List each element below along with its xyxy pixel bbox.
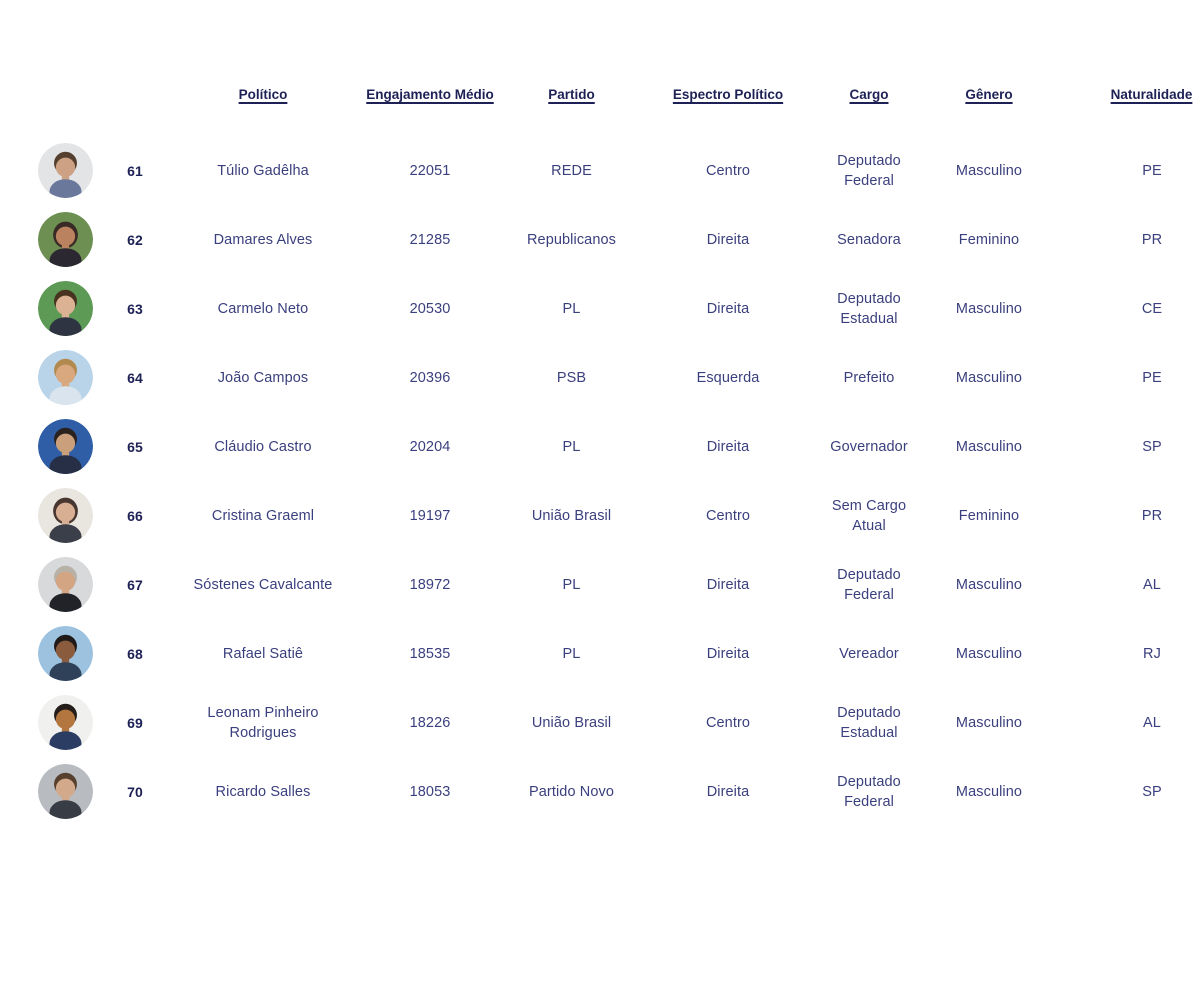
political-spectrum-cell: Direita [706, 231, 750, 248]
table-row [0, 274, 1200, 343]
politician-name-cell: Sóstenes Cavalcante [193, 576, 333, 593]
politician-avatar [38, 143, 93, 198]
party-cell: REDE [551, 162, 592, 179]
party-cell: PL [562, 300, 581, 317]
engagement-cell: 18972 [409, 576, 451, 593]
office-cell: Vereador [839, 645, 899, 662]
engagement-cell: 21285 [409, 231, 451, 248]
table-header-row [0, 84, 1200, 136]
gender-cell: Masculino [955, 783, 1023, 800]
party-cell: PSB [556, 369, 587, 386]
column-header-naturalidade[interactable]: Naturalidade [1110, 87, 1193, 102]
politician-name-cell: Túlio Gadêlha [217, 162, 309, 179]
office-cell: Deputado Estadual [837, 290, 901, 327]
office-cell: Deputado Federal [837, 566, 901, 603]
politician-name-cell: Ricardo Salles [215, 783, 311, 800]
political-spectrum-cell: Direita [706, 783, 750, 800]
rank-cell: 67 [127, 576, 143, 593]
politician-name-cell: Carmelo Neto [217, 300, 309, 317]
politician-avatar [38, 419, 93, 474]
office-cell: Governador [830, 438, 908, 455]
politician-name-cell: Cristina Graeml [211, 507, 315, 524]
political-spectrum-cell: Centro [705, 162, 751, 179]
table-row [0, 412, 1200, 481]
rank-cell: 62 [127, 231, 143, 248]
party-cell: PL [562, 576, 581, 593]
rank-cell: 69 [127, 714, 143, 731]
table-row [0, 550, 1200, 619]
rank-cell: 68 [127, 645, 143, 662]
rank-cell: 61 [127, 162, 143, 179]
office-cell: Deputado Federal [837, 773, 901, 810]
engagement-cell: 20204 [409, 438, 451, 455]
politician-avatar-cell [0, 350, 100, 405]
rank-cell: 64 [127, 369, 143, 386]
politician-avatar-cell [0, 281, 100, 336]
gender-cell: Masculino [955, 714, 1023, 731]
table-row [0, 688, 1200, 757]
politician-name-cell: Leonam Pinheiro Rodrigues [207, 704, 319, 741]
politician-avatar [38, 764, 93, 819]
gender-cell: Masculino [955, 645, 1023, 662]
office-cell: Deputado Estadual [837, 704, 901, 741]
column-header-cargo[interactable]: Cargo [849, 87, 889, 102]
politician-avatar [38, 212, 93, 267]
birthplace-cell: PR [1141, 507, 1163, 524]
column-header-politico[interactable]: Político [238, 87, 288, 102]
party-cell: Republicanos [526, 231, 617, 248]
gender-cell: Masculino [955, 438, 1023, 455]
gender-cell: Masculino [955, 369, 1023, 386]
politician-avatar [38, 557, 93, 612]
party-cell: Partido Novo [528, 783, 615, 800]
engagement-cell: 18053 [409, 783, 451, 800]
rank-cell: 70 [127, 783, 143, 800]
politician-avatar [38, 488, 93, 543]
gender-cell: Masculino [955, 576, 1023, 593]
political-spectrum-cell: Direita [706, 438, 750, 455]
party-cell: União Brasil [531, 507, 612, 524]
table-row [0, 619, 1200, 688]
table-row [0, 481, 1200, 550]
gender-cell: Feminino [958, 507, 1020, 524]
column-header-genero[interactable]: Gênero [965, 87, 1013, 102]
table-row [0, 136, 1200, 205]
politician-name-cell: Rafael Satiê [222, 645, 304, 662]
politicians-ranking-table [0, 84, 1200, 984]
politician-avatar [38, 695, 93, 750]
political-spectrum-cell: Direita [706, 645, 750, 662]
gender-cell: Masculino [955, 300, 1023, 317]
politician-name-cell: Cláudio Castro [214, 438, 312, 455]
politician-avatar-cell [0, 557, 100, 612]
political-spectrum-cell: Centro [705, 507, 751, 524]
table-row [0, 205, 1200, 274]
rank-cell: 66 [127, 507, 143, 524]
office-cell: Deputado Federal [837, 152, 901, 189]
politician-avatar-cell [0, 488, 100, 543]
table-row [0, 757, 1200, 826]
politician-avatar-cell [0, 143, 100, 198]
party-cell: PL [562, 438, 581, 455]
birthplace-cell: AL [1143, 576, 1161, 593]
column-header-partido[interactable]: Partido [548, 87, 595, 102]
party-cell: União Brasil [531, 714, 612, 731]
politician-avatar-cell [0, 419, 100, 474]
rank-cell: 65 [127, 438, 143, 455]
birthplace-cell: PE [1142, 369, 1162, 386]
birthplace-cell: SP [1142, 783, 1162, 800]
birthplace-cell: PE [1142, 162, 1162, 179]
office-cell: Senadora [837, 231, 901, 248]
engagement-cell: 22051 [409, 162, 451, 179]
political-spectrum-cell: Esquerda [696, 369, 760, 386]
gender-cell: Feminino [958, 231, 1020, 248]
politician-avatar [38, 350, 93, 405]
column-header-espectro[interactable]: Espectro Político [672, 87, 784, 102]
politician-avatar-cell [0, 764, 100, 819]
politician-avatar [38, 281, 93, 336]
birthplace-cell: SP [1142, 438, 1162, 455]
table-body [0, 136, 1200, 826]
rank-cell: 63 [127, 300, 143, 317]
office-cell: Sem Cargo Atual [831, 497, 907, 534]
birthplace-cell: CE [1141, 300, 1163, 317]
column-header-engajamento[interactable]: Engajamento Médio [366, 87, 494, 102]
birthplace-cell: AL [1143, 714, 1161, 731]
engagement-cell: 20530 [409, 300, 451, 317]
engagement-cell: 18535 [409, 645, 451, 662]
party-cell: PL [562, 645, 581, 662]
political-spectrum-cell: Centro [705, 714, 751, 731]
politician-name-cell: Damares Alves [213, 231, 313, 248]
birthplace-cell: PR [1141, 231, 1163, 248]
birthplace-cell: RJ [1143, 645, 1161, 662]
gender-cell: Masculino [955, 162, 1023, 179]
politician-avatar-cell [0, 626, 100, 681]
politician-avatar [38, 626, 93, 681]
politician-avatar-cell [0, 212, 100, 267]
engagement-cell: 18226 [409, 714, 451, 731]
political-spectrum-cell: Direita [706, 300, 750, 317]
politician-name-cell: João Campos [217, 369, 309, 386]
table-row [0, 343, 1200, 412]
political-spectrum-cell: Direita [706, 576, 750, 593]
politician-avatar-cell [0, 695, 100, 750]
engagement-cell: 20396 [409, 369, 451, 386]
office-cell: Prefeito [843, 369, 895, 386]
engagement-cell: 19197 [409, 507, 451, 524]
